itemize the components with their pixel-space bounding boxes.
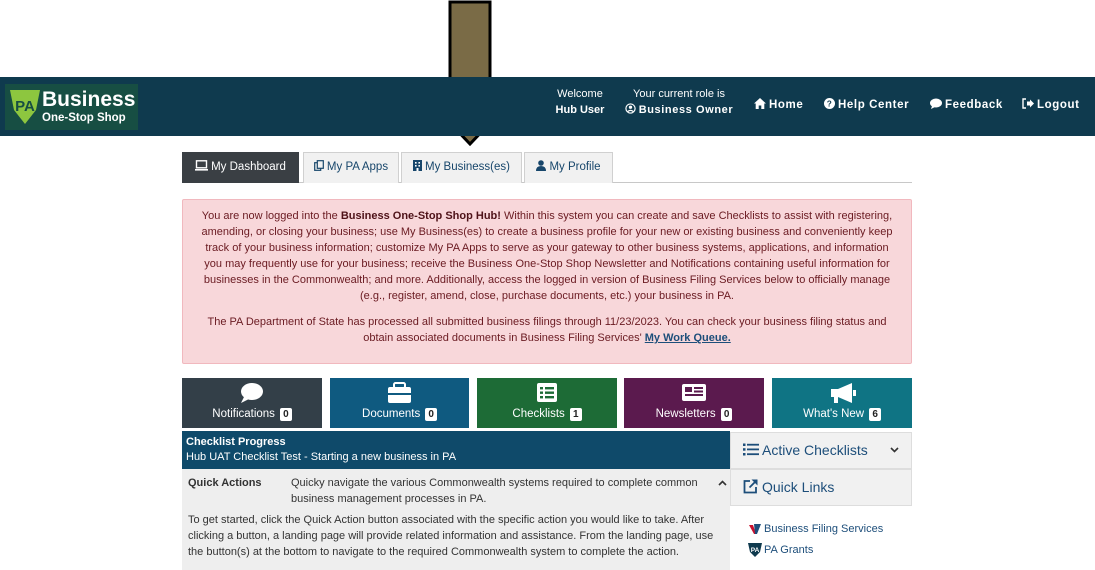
quick-link-business-filing-services[interactable] <box>748 522 883 536</box>
alert-p2-pre: The PA Department of State has processed all submitted business filings through 11/23/2023. You can check your business filing status and obtain associated documents in Business Filing Services' <box>207 316 887 344</box>
briefcase-icon <box>330 382 469 404</box>
tile-whats-new-count: 6 <box>869 408 881 421</box>
collapse-chevron-icon[interactable] <box>718 475 727 491</box>
tile-newsletters-label: Newsletters <box>655 408 716 420</box>
svg-text:PA: PA <box>15 98 35 115</box>
comment-icon <box>930 98 942 109</box>
home-icon <box>754 98 766 109</box>
login-alert <box>182 199 912 364</box>
quick-actions-instructions: To get started, click the Quick Action button associated with the specific action you would like to take. After clicking a button, a landing page will provide related information and assistance. From the landing page, use the button(s) at the bottom to navigate to the required Commonwealth system to complete the action. <box>188 514 714 558</box>
list-icon <box>743 443 759 456</box>
building-icon <box>413 160 422 171</box>
svg-text:PA: PA <box>750 547 760 555</box>
laptop-icon <box>195 160 208 171</box>
quick-link-pa-grants[interactable] <box>748 543 813 557</box>
logo-subtitle: One-Stop Shop <box>42 112 126 124</box>
checklist-progress-title: Checklist Progress <box>186 436 286 448</box>
user-icon <box>536 160 546 171</box>
quick-actions-panel <box>182 469 730 570</box>
filing-services-icon <box>748 522 762 536</box>
alert-p1-pre: You are now logged into the <box>201 210 341 222</box>
quick-link-business-filing-services-label: Business Filing Services <box>764 523 884 535</box>
quick-actions-description: Quicky navigate the various Commonwealth systems required to complete common business management processes in PA. <box>291 477 698 505</box>
comment-icon <box>182 382 322 404</box>
header-bar <box>0 77 1095 136</box>
alert-p1-post: Within this system you can create and save Checklists to assist with registering, amending, or closing your business; use My Business(es) to create a business profile for your new or existing business and conveniently keep track of your business information; customize My PA Apps to serve as your gateway to other business systems, applications, and information you may frequently use for your business; receive the Business One-Stop Shop Newsletter and Notifications containing useful information for businesses in the Commonwealth; and more. Additionally, access the logged in version of Business Filing Services below to officially manage (e.g., register, amend, close, purchase documents, etc.) your business in PA. <box>201 210 893 302</box>
tile-documents-label: Documents <box>362 408 421 420</box>
tile-whats-new-label: What's New <box>803 408 865 420</box>
svg-text:?: ? <box>826 99 833 109</box>
quick-links-header <box>730 469 912 506</box>
tab-my-businesses-label: My Business(es) <box>425 161 510 173</box>
pa-keystone-icon <box>10 90 40 124</box>
nav-home-label: Home <box>769 99 804 111</box>
tab-my-pa-apps-label: My PA Apps <box>326 161 389 173</box>
business-one-stop-shop-logo[interactable] <box>5 84 138 130</box>
role-label: Your current role is <box>633 88 725 100</box>
tile-notifications-label: Notifications <box>212 408 275 420</box>
list-icon <box>477 382 617 404</box>
checklist-progress-subtitle: Hub UAT Checklist Test - Starting a new business in PA <box>186 451 457 463</box>
user-name: Hub User <box>555 104 605 116</box>
tile-newsletters[interactable] <box>624 378 764 428</box>
tab-my-pa-apps[interactable] <box>303 152 399 183</box>
logo-title: Business <box>42 88 136 111</box>
tile-newsletters-count: 0 <box>721 408 733 421</box>
nav-home[interactable] <box>754 98 803 111</box>
external-link-icon <box>743 479 758 494</box>
tile-checklists-label: Checklists <box>512 408 565 420</box>
quick-links-label: Quick Links <box>762 479 835 495</box>
quick-link-pa-grants-label: PA Grants <box>764 544 814 556</box>
tab-my-profile-label: My Profile <box>549 161 601 173</box>
role-value: Business Owner <box>638 104 734 116</box>
tab-my-dashboard-label: My Dashboard <box>211 161 286 173</box>
alert-paragraph-2 <box>195 314 899 346</box>
role-switcher[interactable] <box>620 102 738 118</box>
tile-checklists-count: 1 <box>570 408 582 421</box>
nav-logout-label: Logout <box>1037 99 1080 111</box>
welcome-label: Welcome <box>557 88 603 100</box>
tile-documents[interactable] <box>330 378 469 428</box>
copy-icon <box>314 160 324 171</box>
newspaper-icon <box>624 382 764 404</box>
alert-p1-bold: Business One-Stop Shop Hub! <box>340 210 501 222</box>
active-checklists-toggle[interactable] <box>730 432 912 469</box>
welcome-block <box>552 86 608 118</box>
tile-notifications-count: 0 <box>280 408 292 421</box>
tab-my-businesses[interactable] <box>401 152 522 183</box>
nav-help-center[interactable] <box>824 98 909 111</box>
role-block <box>620 86 738 118</box>
nav-help-center-label: Help Center <box>838 99 910 111</box>
tile-notifications[interactable] <box>182 378 322 428</box>
megaphone-icon <box>772 382 912 404</box>
logout-icon <box>1022 98 1034 109</box>
tile-checklists[interactable] <box>477 378 617 428</box>
dashboard-tabs <box>182 152 912 183</box>
tile-documents-count: 0 <box>425 408 437 421</box>
user-circle-icon <box>625 103 636 114</box>
tab-my-dashboard[interactable] <box>182 152 299 183</box>
pa-keystone-icon <box>748 543 762 557</box>
checklist-progress-header <box>182 431 730 469</box>
nav-feedback[interactable] <box>930 98 1003 111</box>
alert-paragraph-1 <box>195 208 899 304</box>
quick-actions-label: Quick Actions <box>188 477 262 489</box>
chevron-down-icon <box>890 433 899 468</box>
nav-logout[interactable] <box>1022 98 1080 111</box>
active-checklists-label: Active Checklists <box>762 442 868 458</box>
question-icon <box>824 98 835 109</box>
right-sidebar <box>730 431 912 570</box>
tile-whats-new[interactable] <box>772 378 912 428</box>
tab-my-profile[interactable] <box>524 152 613 183</box>
nav-feedback-label: Feedback <box>945 99 1003 111</box>
my-work-queue-link[interactable]: My Work Queue. <box>644 332 731 344</box>
